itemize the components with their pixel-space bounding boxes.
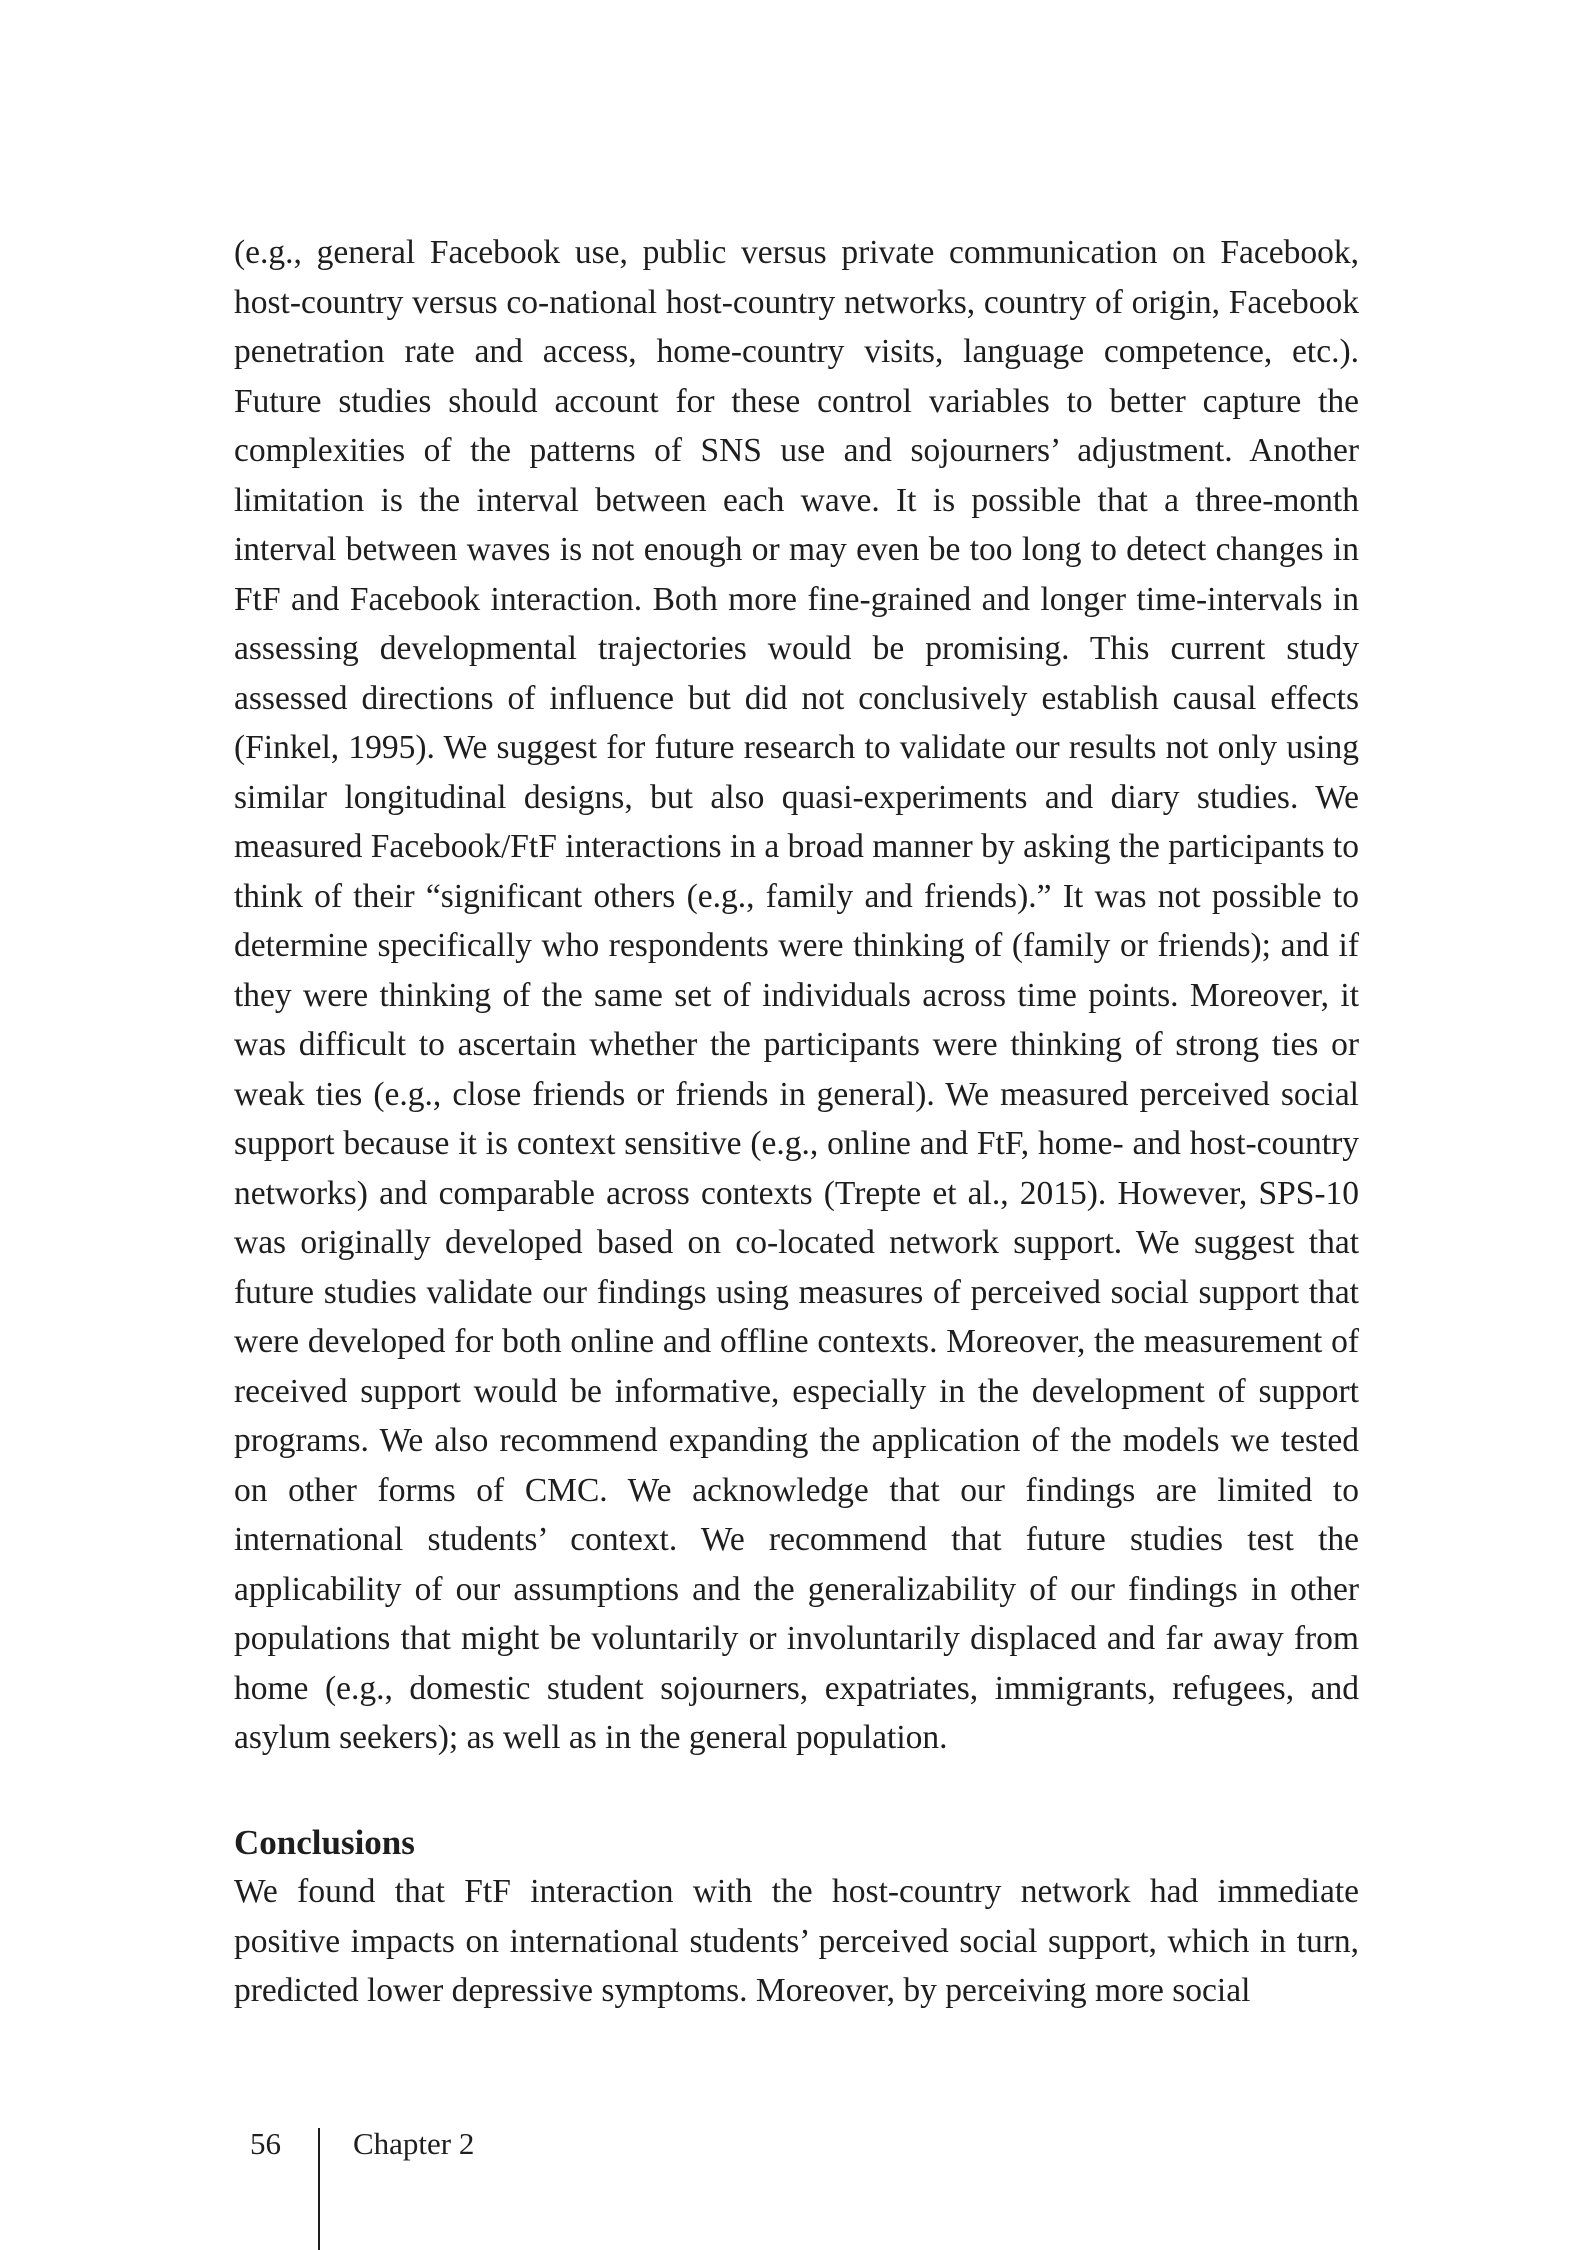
chapter-label: Chapter 2 [353, 2126, 475, 2161]
section-heading-conclusions: Conclusions [234, 1823, 415, 1862]
conclusion-paragraph: We found that FtF interaction with the host-country network had immediate positive impacts on international students’ perceived social support, which in turn, predicted lower depressive symptoms. Moreover, by perceiving more social [234, 1873, 1359, 2009]
body-paragraph: (e.g., general Facebook use, public versus private communication on Facebook, host-country versus co-national host-country networks, country of origin, Facebook penetration rate and access, home-country visits, language competence, etc.). Future studies should account for these control variables to better capture the complexities of the patterns of SNS use and sojourners’ adjustment. Another limitation is the interval between each wave. It is possible that a three-month interval between waves is not enough or may even be too long to detect changes in FtF and Facebook interaction. Both more fine-grained and longer time-intervals in assessing developmental trajectories would be promising. This current study assessed directions of influence but did not conclusively establish causal effects (Finkel, 1995). We suggest for future research to validate our results not only using similar longitudinal designs, but also quasi-experiments and diary studies. We measured Facebook/FtF interactions in a broad manner by asking the participants to think of their “significant others (e.g., family and friends).” It was not possible to determine specifically who respondents were thinking of (family or friends); and if they were thinking of the same set of individuals across time points. Moreover, it was difficult to ascertain whether the participants were thinking of strong ties or weak ties (e.g., close friends or friends in general). We measured perceived social support because it is context sensitive (e.g., online and FtF, home- and host-country networks) and comparable across contexts (Trepte et al., 2015). However, SPS-10 was originally developed based on co-located network support. We suggest that future studies validate our findings using measures of perceived social support that were developed for both online and offline contexts. Moreover, the measurement of received support would be informative, especially in the development of support programs. We also recommend expanding the application of the models we tested on other forms of CMC. We acknowledge that our findings are limited to international students’ context. We recommend that future studies test the applicability of our assumptions and the generalizability of our findings in other populations that might be voluntarily or involuntarily displaced and far away from home (e.g., domestic student sojourners, expatriates, immigrants, refugees, and asylum seekers); as well as in the general population. [234, 234, 1359, 1756]
footer-divider [318, 2128, 320, 2250]
page-number: 56 [250, 2126, 281, 2161]
